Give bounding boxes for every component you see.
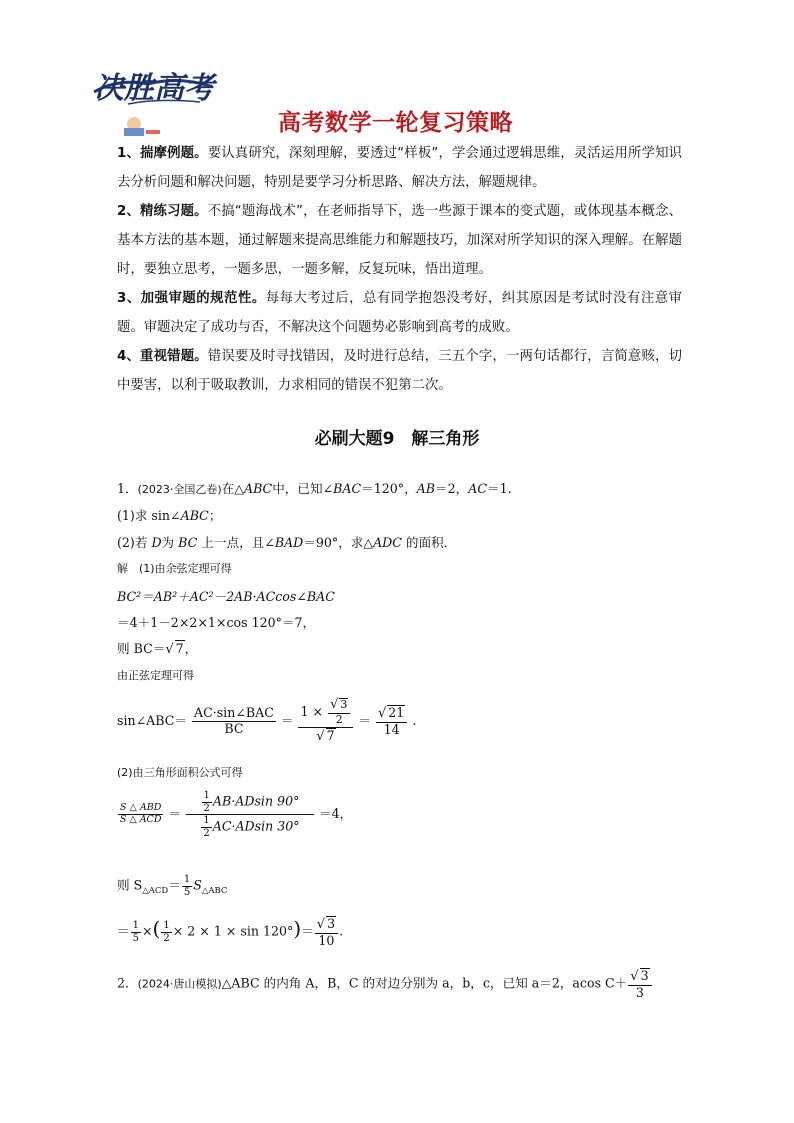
strategy-item-1	[117, 139, 682, 197]
area-ratio-calculation: $\frac{\text{S △ ABD}}{\text{S △ ACD}}$ ＝ $\frac{1}{2}$ AB·ADsin 90° $\frac{1}{2}$ AC·ADsin 30° ＝4，	[119, 790, 353, 839]
bc-result: 则 BC＝√ 7，	[117, 641, 198, 657]
strategy-item-4	[117, 342, 682, 400]
solution-label: 解 (1)由余弦定理可得	[117, 562, 232, 575]
section-title: 必刷大题9 解三角形	[314, 429, 480, 449]
strategy-heading: 3、加强审题的规范性。	[117, 291, 266, 306]
strategy-heading: 2、精练习题。	[117, 204, 208, 219]
sine-law-calculation: sin∠ABC＝ $\frac{\text{AC·sin∠BAC}}{BC}$ ＝ 1 × $\frac{√ 3}{2}$ √ 7 ＝ $\frac{√ 21}{14}$ .	[117, 697, 417, 744]
acd-area-relation: 则 $S_{\triangle ACD}=$ $\frac{1}{5}$ $S_{\triangle ABC}$	[117, 874, 228, 898]
strategy-item-3	[117, 284, 682, 342]
strategy-item-2	[117, 197, 682, 284]
sine-law-label: 由正弦定理可得	[117, 669, 194, 682]
problem-1-statement: 1．(2023·全国乙卷)在△ABC中，已知∠BAC＝120°，AB＝2，AC＝1.	[117, 481, 512, 496]
strategy-text: 不搞“题海战术”，在老师指导下，选一些源于课本的变式题，或体现基本概念、基本方法的基本题，通过解题来提高思维能力和解题技巧，加深对所学知识的深入理解。在解题时，要独立思考，一题多思，一题多解，反复玩味，悟出道理。	[117, 204, 682, 277]
strategy-text: 要认真研究，深刻理解，要透过“样板”，学会通过逻辑思维，灵活运用所学知识去分析问题和解决问题，特别是要学习分析思路、解决方法，解题规律。	[117, 146, 682, 190]
strategy-text: 错误要及时寻找错因，及时进行总结，三五个字，一两句话都行，言简意赅，切中要害，以利于吸取教训，力求相同的错误不犯第二次。	[117, 349, 682, 393]
strategy-heading: 1、揣摩例题。	[117, 146, 208, 161]
brand-logo-text: 决胜高考	[94, 71, 214, 106]
problem-1-question-1: (1)求 sin∠ABC；	[117, 508, 222, 523]
strategy-text: 每每大考过后，总有同学抱怨没考好，纠其原因是考试时没有注意审题。审题决定了成功与否，不解决这个问题势必影响到高考的成败。	[117, 291, 683, 335]
area-formula-label: (2)由三角形面积公式可得	[117, 766, 243, 779]
problem-2-statement: 2．(2024·唐山模拟)△ABC 的内角 A，B，C 的对边分别为 a，b，c，已知 a＝2，acos C＋ $\frac{√ 3}{3}$	[117, 968, 653, 1000]
cosine-law-formula: BC²＝AB²＋AC²－2AB·ACcos∠BAC	[117, 589, 335, 604]
document-title: 高考数学一轮复习策略	[278, 110, 513, 136]
problem-1-question-2: (2)若 D为 BC 上一点，且∠BAD＝90°，求△ADC 的面积．	[117, 535, 457, 550]
brand-logo-graphic	[88, 58, 218, 138]
strategy-heading: 4、重视错题。	[117, 349, 208, 364]
cosine-calculation: ＝4＋1－2×2×1×cos 120°＝7，	[117, 615, 316, 630]
brand-logo	[88, 58, 218, 138]
acd-area-result: ＝ $\frac{1}{5}$ ×( $\frac{1}{2}$ × 2 × 1 × sin 120°)＝ $\frac{√ 3}{10}$ .	[117, 916, 344, 948]
